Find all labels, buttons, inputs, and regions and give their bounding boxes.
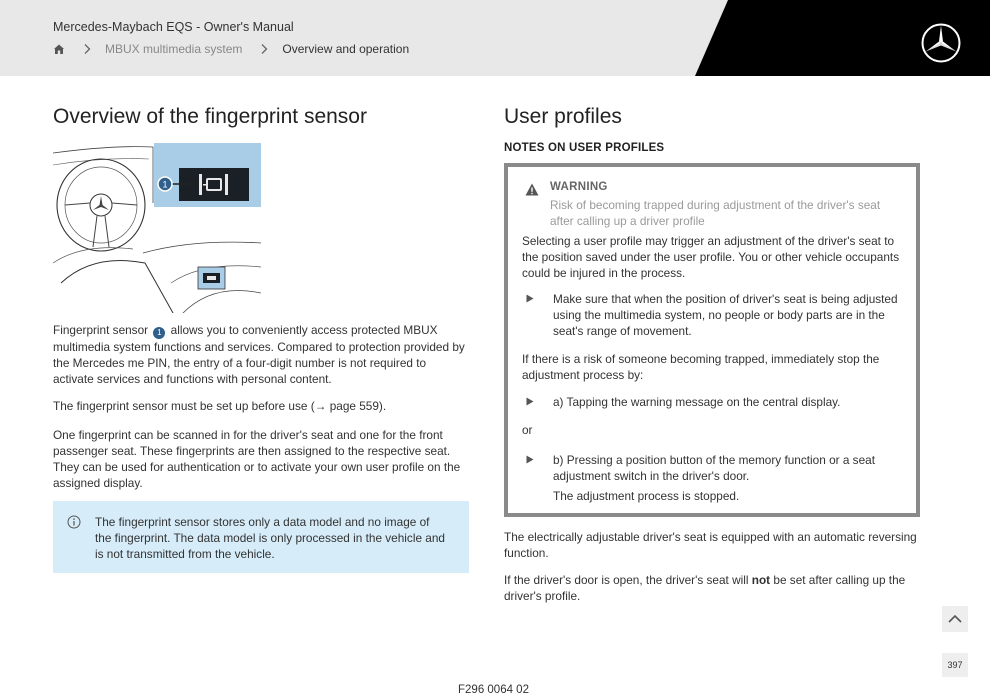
door-open-paragraph: If the driver's door is open, the driver's seat will not be set after calling up the driver's profile. bbox=[504, 573, 906, 603]
breadcrumb-link-mbux[interactable]: MBUX multimedia system bbox=[105, 42, 243, 56]
warning-bullet-2: a) Tapping the warning message on the central display. bbox=[553, 395, 841, 409]
figure-code: F296 0064 02 bbox=[458, 684, 529, 696]
section-title-fingerprint: Overview of the fingerprint sensor bbox=[53, 105, 367, 128]
manual-title: Mercedes-Maybach EQS - Owner's Manual bbox=[53, 20, 294, 34]
notes-heading: NOTES ON USER PROFILES bbox=[504, 142, 665, 154]
header-black-panel bbox=[0, 0, 990, 76]
mercedes-star-icon bbox=[920, 22, 962, 64]
fingerprint-intro-paragraph: Fingerprint sensor 1 allows you to conveniently access protected MBUX multimedia system functions and services. Compared to protection provided by the Mercedes me PIN, the entry of a four-digit number is not required to activate services and functions with personal content. bbox=[53, 323, 465, 386]
warning-stopped: The adjustment process is stopped. bbox=[553, 489, 740, 503]
fingerprint-sensor-badge: 1 bbox=[153, 327, 165, 339]
warning-body: Selecting a user profile may trigger an adjustment of the driver's seat to the position saved under the user profile. You or other vehicle occupants could be injured in the process. bbox=[522, 234, 900, 280]
warning-or: or bbox=[522, 423, 533, 437]
info-box-text: The fingerprint sensor stores only a data model and no image of the fingerprint. The data model is only processed in the vehicle and is not transmitted from the vehicle. bbox=[95, 515, 445, 561]
bullet-arrow-icon bbox=[526, 294, 534, 303]
page-number-badge[interactable]: 397 bbox=[942, 653, 968, 677]
scan-info-paragraph: One fingerprint can be scanned in for the driver's seat and one for the front passenger seat. These fingerprints are then assigned to the respective seat. They can be used for authentication or to activate your own user profile on the assigned display. bbox=[53, 428, 461, 490]
warning-box bbox=[504, 163, 920, 517]
warning-subtitle: Risk of becoming trapped during adjustment of the driver's seat after calling up a driver profile bbox=[550, 198, 881, 228]
chevron-right-icon bbox=[260, 43, 268, 55]
breadcrumb bbox=[53, 42, 409, 56]
bullet-arrow-icon bbox=[526, 397, 534, 406]
user-profiles-section bbox=[504, 100, 920, 603]
illustration-callout-number: 1 bbox=[162, 179, 168, 190]
breadcrumb-current: Overview and operation bbox=[282, 42, 410, 56]
info-icon bbox=[67, 515, 81, 529]
home-icon[interactable] bbox=[53, 43, 65, 55]
warning-bullet-3: b) Pressing a position button of the memory function or a seat adjustment switch in the driver's door. bbox=[553, 453, 875, 483]
chevron-up-icon bbox=[942, 606, 968, 632]
scroll-to-top-button[interactable] bbox=[942, 606, 968, 632]
warning-title: WARNING bbox=[550, 181, 608, 193]
warning-triangle-icon bbox=[525, 183, 539, 196]
reversing-function-paragraph: The electrically adjustable driver's seat is equipped with an automatic reversing function. bbox=[504, 530, 917, 560]
fingerprint-sensor-illustration bbox=[53, 143, 261, 313]
warning-bullet-1: Make sure that when the position of driver's seat is being adjusted using the multimedia system, no people or body parts are in the seat's range of movement. bbox=[553, 292, 898, 338]
fingerprint-section bbox=[53, 100, 469, 561]
chevron-right-icon bbox=[83, 43, 91, 55]
warning-risk-text: If there is a risk of someone becoming trapped, immediately stop the adjustment process by: bbox=[522, 352, 880, 382]
bullet-arrow-icon bbox=[526, 455, 534, 464]
setup-note-paragraph: The fingerprint sensor must be set up before use (→ page 559). bbox=[53, 399, 387, 413]
section-title-user-profiles: User profiles bbox=[504, 105, 622, 128]
info-box bbox=[53, 501, 469, 573]
page-header bbox=[0, 0, 990, 76]
